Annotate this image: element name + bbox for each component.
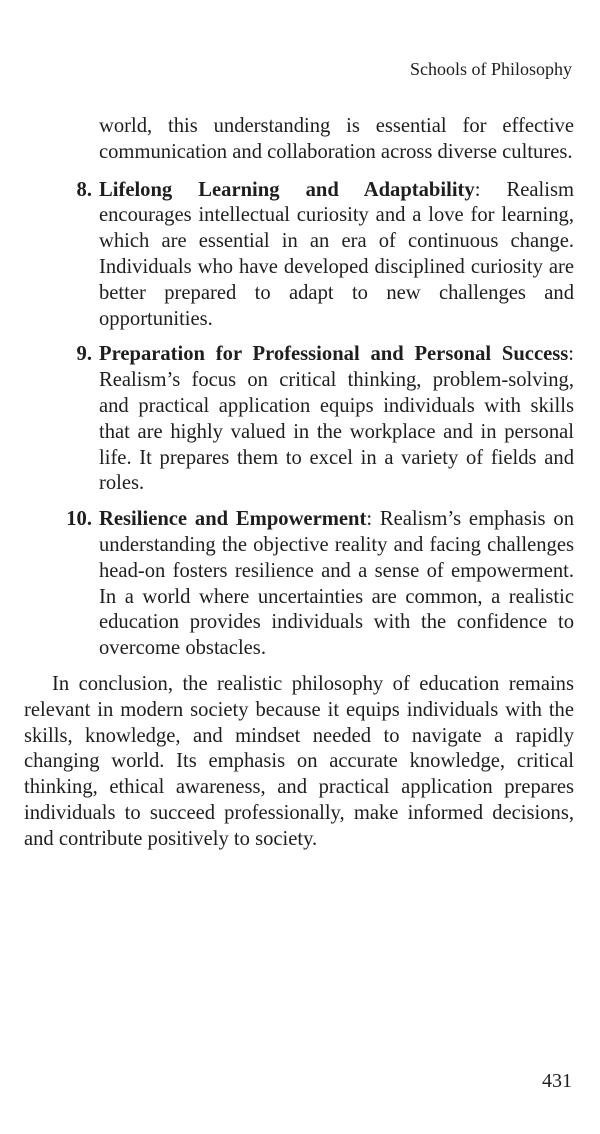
conclusion-paragraph: In conclusion, the realistic philosophy of education remains relevant in modern society because it equips individuals with the skills, knowledge, and mindset needed to navigate a rapidly changing world. Its emphasis on accurate knowledge, critical thinking, ethical awareness, and practical application prepares individuals to succeed professionally, make informed decisions, and contribute positively to society.: [24, 672, 574, 850]
list-item-number: 9.: [76, 343, 92, 366]
list-item-title: Preparation for Professional and Personal Success: [99, 343, 569, 366]
running-header: Schools of Philosophy: [409, 59, 572, 79]
list-item-8: [0, 178, 574, 333]
list-item-text: : Realism encourages intellectual curiosity and a love for learning, which are essential in an era of continuous change. Individuals who have developed disciplined curiosity are better prepared to adapt to new challenges and opportunities.: [99, 178, 574, 330]
list-item-title: Lifelong Learning and Adaptability: [99, 178, 475, 201]
list-item-number: 8.: [76, 178, 92, 201]
page-body: [0, 114, 600, 873]
list-item-text: : Realism’s focus on critical thinking, problem-solving, and practical application equips individuals with skills that are highly valued in the workplace and in personal life. It prepares them to excel in a variety of fields and roles.: [99, 343, 574, 495]
list-item-text: : Realism’s emphasis on understanding the objective reality and facing challenges head-on fosters resilience and a sense of empowerment. In a world where uncertainties are common, a realistic education provides individuals with the confidence to overcome obstacles.: [99, 508, 574, 660]
page-number: 431: [542, 1070, 572, 1092]
list-item-10: [0, 507, 574, 662]
continued-list-item: [0, 114, 574, 166]
list-item-9: [0, 342, 574, 497]
list-item-number: 10.: [66, 508, 92, 531]
continued-item-text: world, this understanding is essential for effective communication and collaboration across diverse cultures.: [99, 115, 574, 163]
list-item-title: Resilience and Empowerment: [99, 508, 367, 531]
